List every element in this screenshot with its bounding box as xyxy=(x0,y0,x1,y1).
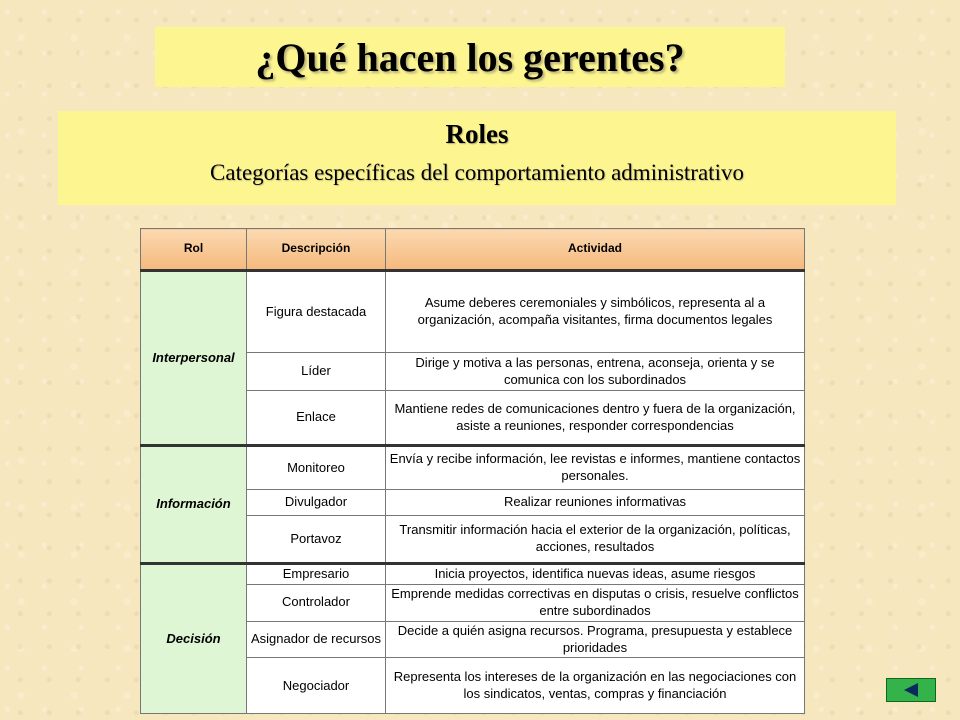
activity-cell: Envía y recibe información, lee revistas e informes, mantiene contactos personales. xyxy=(386,446,805,490)
role-cell: Empresario xyxy=(247,564,386,585)
header-actividad: Actividad xyxy=(386,229,805,271)
header-descripcion: Descripción xyxy=(247,229,386,271)
roles-table xyxy=(140,228,805,714)
role-cell: Líder xyxy=(247,353,386,391)
role-cell: Divulgador xyxy=(247,490,386,516)
activity-cell: Decide a quién asigna recursos. Programa, presupuesta y establece prioridades xyxy=(386,621,805,658)
section-description: Categorías específicas del comportamiento administrativo xyxy=(210,160,744,185)
title-banner xyxy=(155,27,785,87)
activity-cell: Representa los intereses de la organización en las negociaciones con los sindicatos, ventas, compras y financiación xyxy=(386,658,805,714)
table-header-row xyxy=(141,229,805,271)
activity-cell: Transmitir información hacia el exterior de la organización, políticas, acciones, resultados xyxy=(386,516,805,564)
activity-cell: Inicia proyectos, identifica nuevas ideas, asume riesgos xyxy=(386,564,805,585)
page-title: ¿Qué hacen los gerentes? xyxy=(255,34,685,80)
section-heading: Roles xyxy=(445,119,509,149)
activity-cell: Realizar reuniones informativas xyxy=(386,490,805,516)
table-row xyxy=(141,446,805,490)
role-cell: Enlace xyxy=(247,391,386,446)
back-arrow-icon xyxy=(904,683,918,697)
role-cell: Monitoreo xyxy=(247,446,386,490)
table-row xyxy=(141,271,805,353)
role-cell: Portavoz xyxy=(247,516,386,564)
category-interpersonal: Interpersonal xyxy=(141,271,247,446)
category-decision: Decisión xyxy=(141,564,247,714)
header-rol: Rol xyxy=(141,229,247,271)
table-row xyxy=(141,564,805,585)
activity-cell: Mantiene redes de comunicaciones dentro y fuera de la organización, asiste a reuniones, responder correspondencias xyxy=(386,391,805,446)
subtitle-banner xyxy=(58,111,896,205)
category-informacion: Información xyxy=(141,446,247,564)
activity-cell: Dirige y motiva a las personas, entrena, aconseja, orienta y se comunica con los subordinados xyxy=(386,353,805,391)
back-button[interactable] xyxy=(886,678,936,702)
activity-cell: Emprende medidas correctivas en disputas o crisis, resuelve conflictos entre subordinados xyxy=(386,584,805,621)
role-cell: Asignador de recursos xyxy=(247,621,386,658)
activity-cell: Asume deberes ceremoniales y simbólicos, representa al a organización, acompaña visitantes, firma documentos legales xyxy=(386,271,805,353)
role-cell: Controlador xyxy=(247,584,386,621)
role-cell: Negociador xyxy=(247,658,386,714)
role-cell: Figura destacada xyxy=(247,271,386,353)
